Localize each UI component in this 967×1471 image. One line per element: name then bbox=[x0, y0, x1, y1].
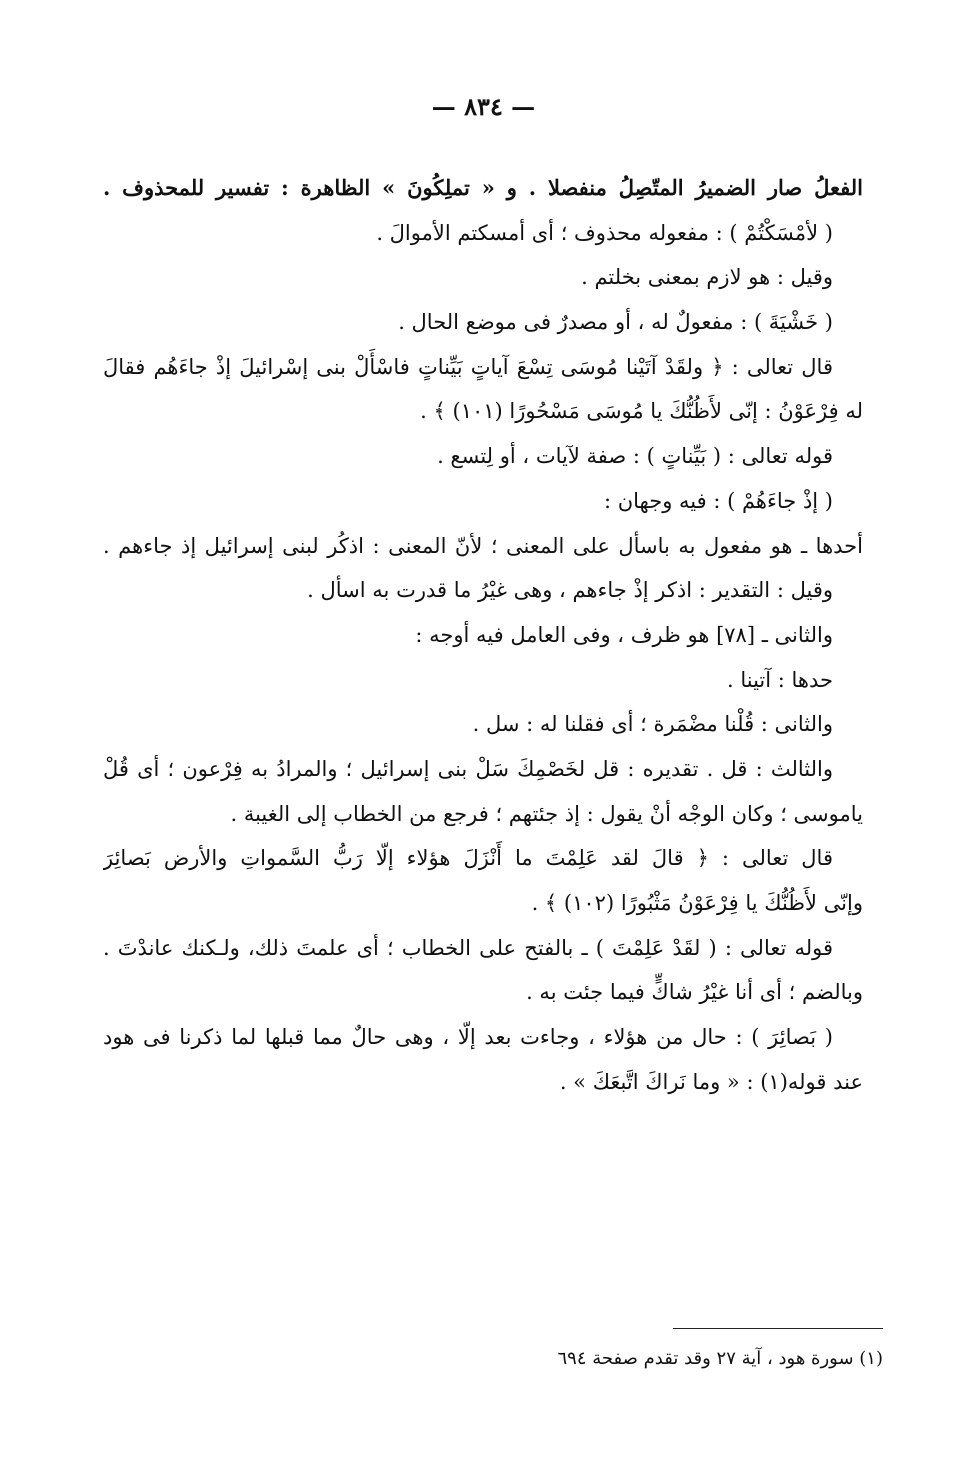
text-line: والثالث : قل . تقديره : قل لخَصْمِكَ سَلْ بنى إسرائيل ؛ والمرادُ به فِرْعون ؛ أى قُلْ bbox=[103, 756, 833, 781]
text-line: قوله تعالى : ( بَيِّناتٍ ) : صفة لآيات ، أو لِتسع . bbox=[437, 444, 833, 469]
text-line: قوله تعالى : ( لقَدْ عَلِمْتَ ) ـ بالفتح على الخطاب ؛ أى علمتَ ذلك، ولـكنك عاندْتَ . bbox=[103, 935, 833, 960]
text-line: قال تعالى : ﴿ قالَ لقد عَلِمْتَ ما أَنْزَلَ هؤلاء إلّا رَبُّ السَّمواتِ والأرض بَصائِرَ bbox=[103, 846, 833, 871]
text-line: قال تعالى : ﴿ ولقَدْ آتَيْنا مُوسَى تِسْعَ آياتٍ بَيِّناتٍ فاسْأَلْ بنى إسْرائيلَ إذْ جاءَهُم فقالَ bbox=[103, 354, 833, 379]
text-line: والثانى : قُلْنا مضْمَرة ؛ أى فقلنا له : سل . bbox=[472, 712, 833, 737]
text-line: حدها : آتينا . bbox=[726, 667, 833, 692]
text-line: وقيل : التقدير : اذكر إذْ جاءهم ، وهى غيْرُ ما قدرت به اسأل . bbox=[307, 578, 833, 603]
text-line: وبالضم ؛ أى أنا غيْرُ شاكٍّ فيما جئت به . bbox=[526, 980, 863, 1005]
page-number: — ٨٣٤ — bbox=[431, 92, 536, 121]
text-line: وإنّى لأَظُنُّكَ يا فِرْعَوْنُ مَثْبُورًا (١٠٢) ﴾ . bbox=[531, 891, 863, 915]
text-line: له فِرْعَوْنُ : إنّى لأَظُنُّكَ يا مُوسَى مَسْحُورًا (١٠١) ﴾ . bbox=[420, 399, 863, 424]
text-line: ( بَصائِرَ ) : حال من هؤلاء ، وجاءت بعد إلّا ، وهى حالٌ مما قبلها لما ذكرنا فى هود bbox=[103, 1025, 833, 1050]
text-line: الفعلُ صار الضميرُ المتّصِلُ منفصلا . و « تملِكُونَ » الظاهرة : تفسير للمحذوف . bbox=[103, 175, 863, 200]
text-line: عند قوله(١) : « وما نَراكَ اتَّبعَكَ » . bbox=[559, 1069, 863, 1094]
text-line: وقيل : هو لازم بمعنى بخلتم . bbox=[581, 265, 833, 290]
footnote-divider bbox=[673, 1328, 883, 1329]
text-line: أحدها ـ هو مفعول به باسأل على المعنى ؛ لأنّ المعنى : اذكُر لبنى إسرائيل إذ جاءهم . bbox=[103, 533, 863, 558]
body-text bbox=[103, 166, 863, 1104]
text-line: والثانى ـ [٧٨] هو ظرف ، وفى العامل فيه أوجه : bbox=[415, 622, 833, 647]
text-line: ياموسى ؛ وكان الوجْه أنْ يقول : إذ جئتهم ؛ فرجع من الخطاب إلى الغيبة . bbox=[230, 801, 863, 826]
text-line: ( إذْ جاءَهُمْ ) : فيه وجهان : bbox=[603, 488, 833, 513]
text-line: ( لأمْسَكْتُمْ ) : مفعوله محذوف ؛ أى أمسكتم الأموالَ . bbox=[376, 220, 833, 245]
footnote: (١) سورة هود ، آية ٢٧ وقد تقدم صفحة ٦٩٤ bbox=[557, 1348, 883, 1369]
text-line: ( خَشْيَةَ ) : مفعولٌ له ، أو مصدرٌ فى موضع الحال . bbox=[398, 310, 833, 335]
